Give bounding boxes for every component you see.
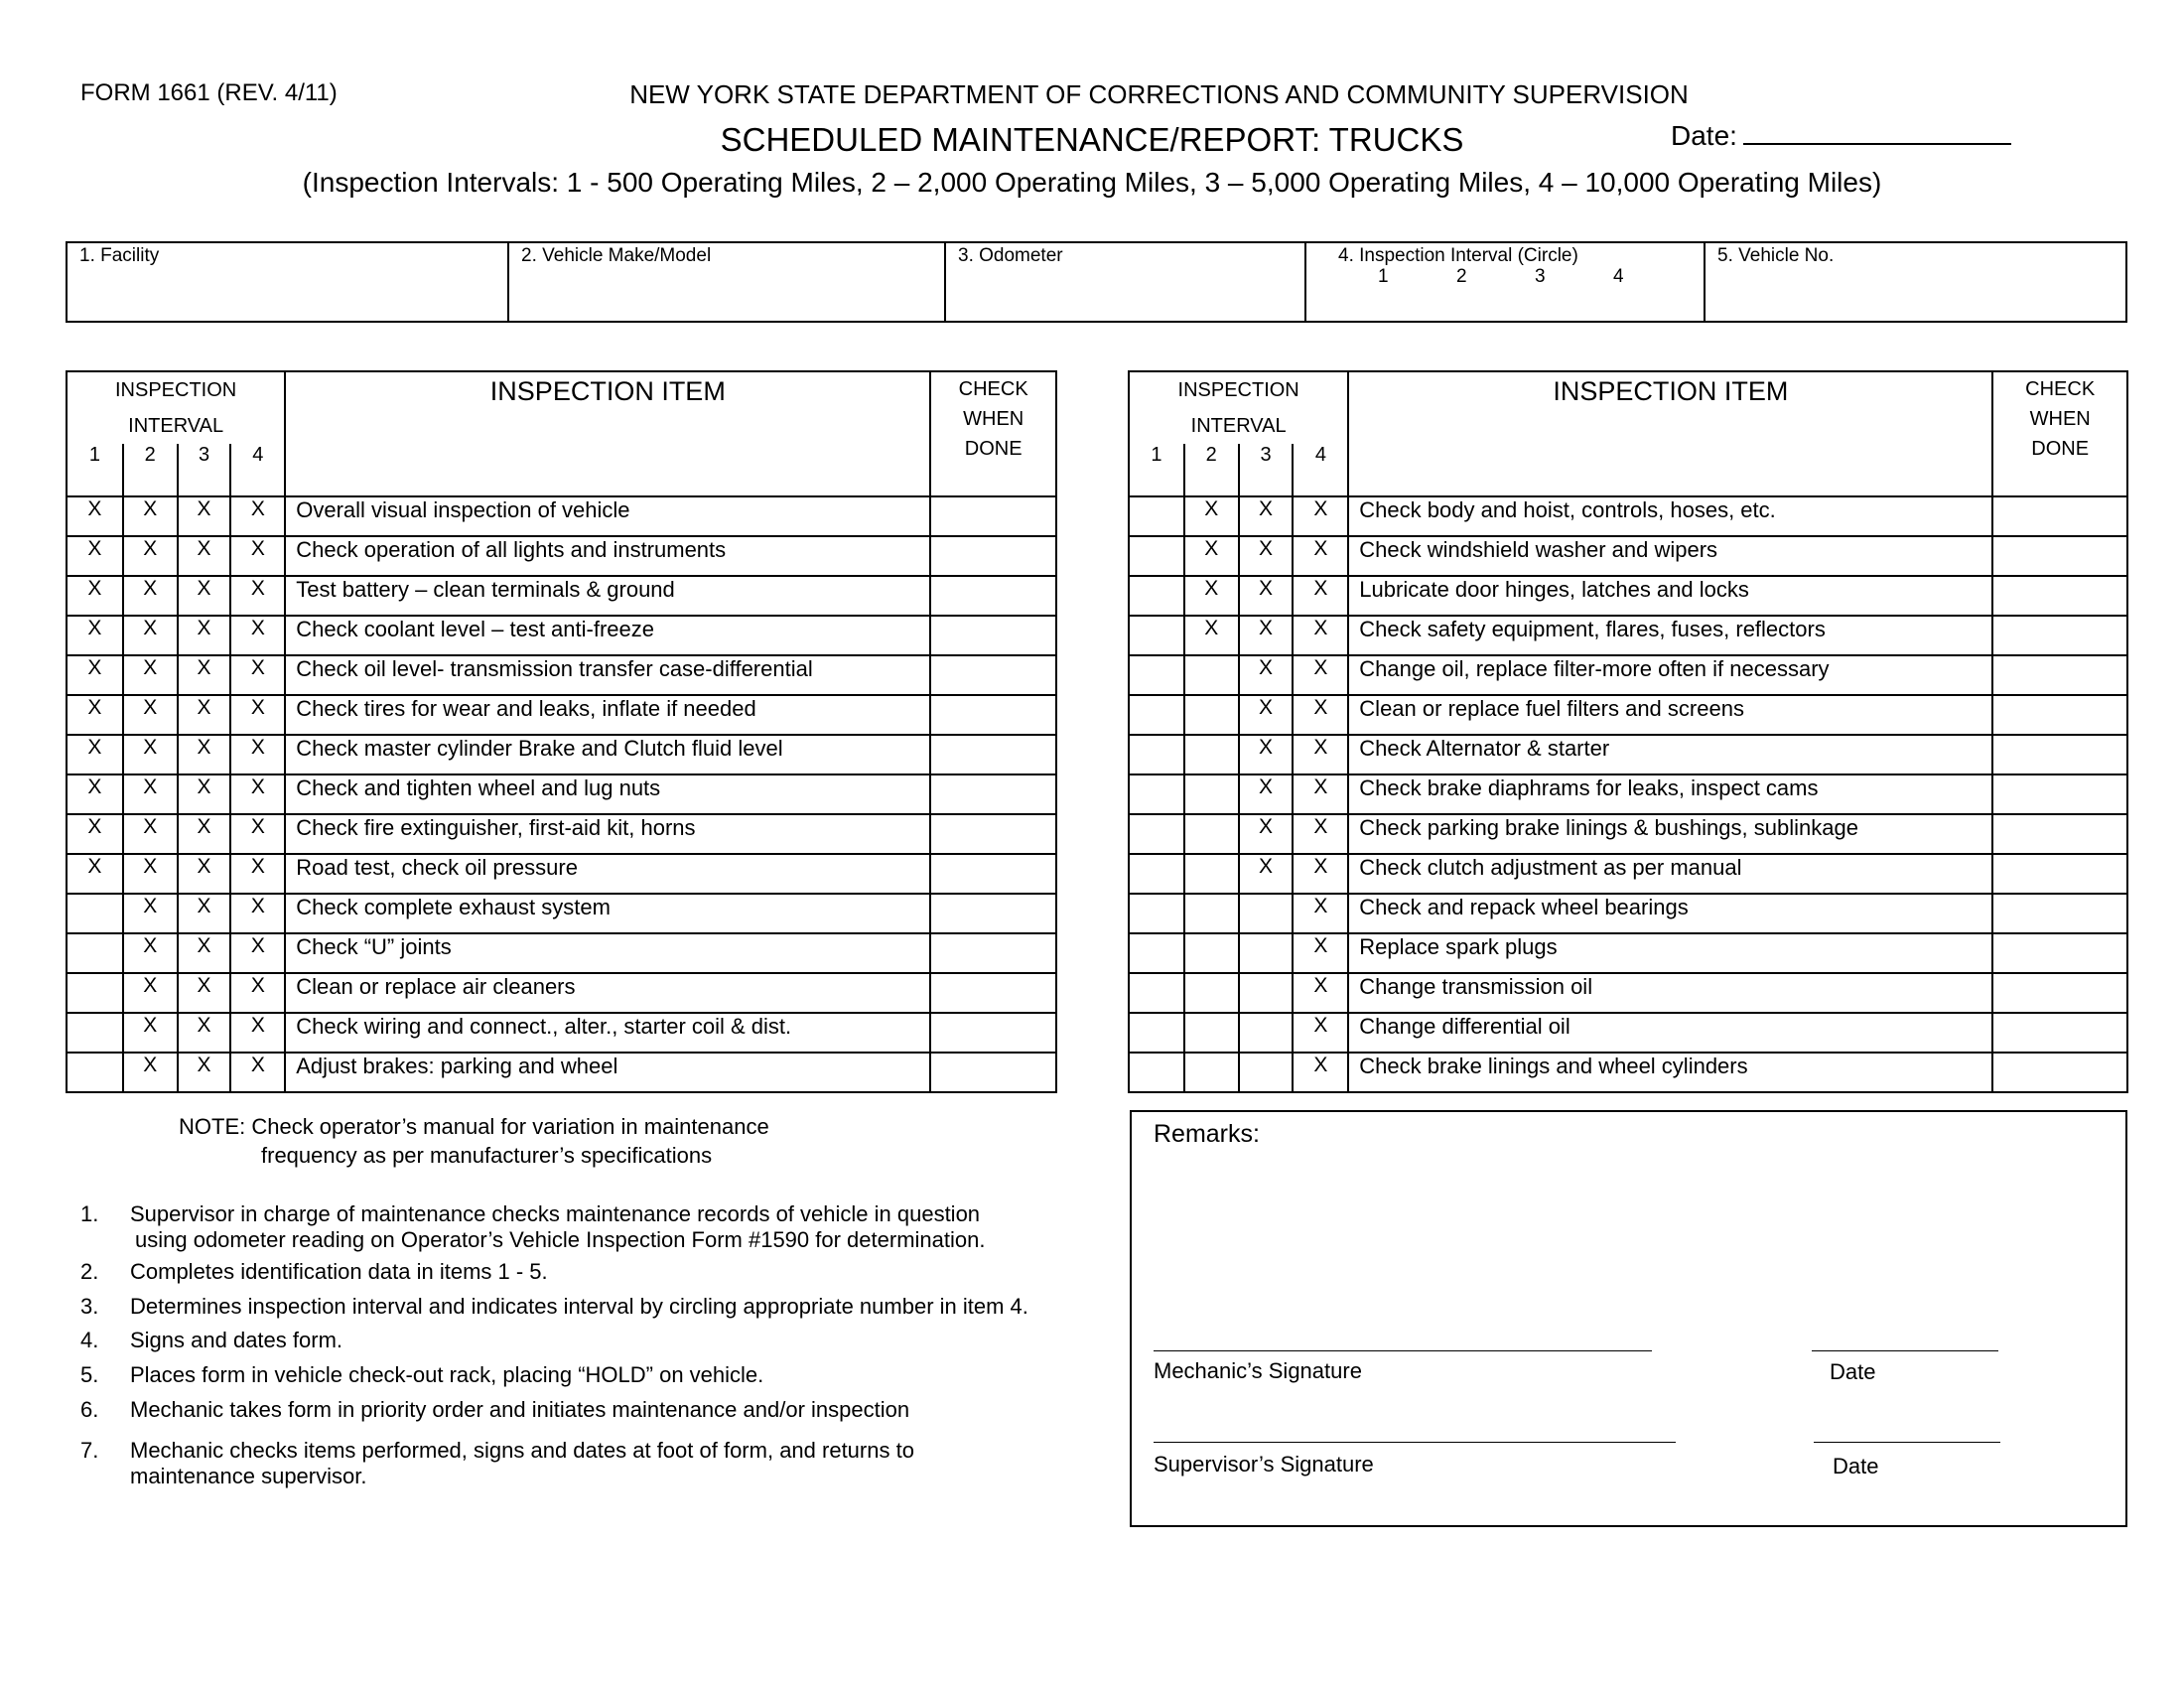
interval-mark-3: X: [1239, 814, 1294, 854]
table-row: [67, 814, 1056, 854]
page-title: SCHEDULED MAINTENANCE/REPORT: TRUCKS: [720, 121, 1464, 158]
check-when-done-cell[interactable]: [930, 814, 1056, 854]
inspection-item: Clean or replace air cleaners: [285, 973, 930, 1013]
check-when-done-cell[interactable]: [930, 536, 1056, 576]
instruction-step: 2. Completes identification data in items 1 - 5.: [80, 1259, 548, 1284]
interval-mark-4: X: [1293, 655, 1348, 695]
interval-header: INSPECTION INTERVAL: [1129, 371, 1348, 444]
inspection-item: Clean or replace fuel filters and screens: [1348, 695, 1992, 735]
supervisor-signature-label: Supervisor’s Signature: [1154, 1452, 1374, 1477]
interval-mark-1: [1129, 536, 1184, 576]
interval-option-2[interactable]: 2: [1456, 266, 1467, 287]
inspection-item: Check “U” joints: [285, 933, 930, 973]
inspection-item: Check body and hoist, controls, hoses, etc.: [1348, 496, 1992, 536]
mechanic-signature-label: Mechanic’s Signature: [1154, 1358, 1362, 1383]
table-row: [67, 933, 1056, 973]
check-when-done-cell[interactable]: [1992, 933, 2127, 973]
table-row: [1129, 695, 2127, 735]
interval-mark-2: X: [123, 1053, 178, 1092]
interval-number-2: 2: [1184, 444, 1239, 496]
interval-mark-2: [1184, 933, 1239, 973]
inspection-item: Change oil, replace filter-more often if necessary: [1348, 655, 1992, 695]
interval-mark-2: X: [123, 933, 178, 973]
table-row: [67, 854, 1056, 894]
interval-mark-2: [1184, 854, 1239, 894]
check-when-done-cell[interactable]: [1992, 735, 2127, 774]
interval-mark-1: X: [67, 496, 123, 536]
inspection-item: Check brake linings and wheel cylinders: [1348, 1053, 1992, 1092]
interval-mark-1: X: [67, 616, 123, 655]
check-when-done-cell[interactable]: [1992, 616, 2127, 655]
interval-mark-1: X: [67, 735, 123, 774]
check-when-done-cell[interactable]: [930, 933, 1056, 973]
interval-mark-2: X: [123, 576, 178, 616]
inspection-item: Check tires for wear and leaks, inflate if needed: [285, 695, 930, 735]
interval-mark-3: X: [1239, 496, 1294, 536]
interval-mark-1: X: [67, 814, 123, 854]
inspection-item: Check complete exhaust system: [285, 894, 930, 933]
check-when-done-cell[interactable]: [1992, 973, 2127, 1013]
inspection-item: Check and tighten wheel and lug nuts: [285, 774, 930, 814]
inspection-item: Check operation of all lights and instruments: [285, 536, 930, 576]
interval-mark-4: X: [1293, 774, 1348, 814]
interval-mark-4: X: [1293, 933, 1348, 973]
maintenance-note: [179, 1112, 769, 1170]
vehicle-make-model-field[interactable]: [509, 243, 946, 321]
interval-mark-4: X: [230, 1013, 285, 1053]
vehicle-number-label: 5. Vehicle No.: [1717, 245, 1835, 266]
instruction-step: 3. Determines inspection interval and indicates interval by circling appropriate number in item 4.: [80, 1294, 1028, 1319]
date-line: [1743, 119, 2011, 145]
interval-mark-1: [1129, 655, 1184, 695]
facility-label: 1. Facility: [79, 245, 160, 266]
table-row: [67, 735, 1056, 774]
check-when-done-cell[interactable]: [1992, 894, 2127, 933]
interval-mark-4: X: [230, 735, 285, 774]
check-when-done-cell[interactable]: [1992, 814, 2127, 854]
interval-mark-4: X: [1293, 854, 1348, 894]
check-when-done-cell[interactable]: [1992, 496, 2127, 536]
table-row: [1129, 933, 2127, 973]
facility-field[interactable]: [68, 243, 509, 321]
check-when-done-cell[interactable]: [930, 1053, 1056, 1092]
interval-mark-3: X: [1239, 576, 1294, 616]
inspection-item: Check windshield washer and wipers: [1348, 536, 1992, 576]
check-when-done-cell[interactable]: [930, 735, 1056, 774]
inspection-item: Check parking brake linings & bushings, sublinkage: [1348, 814, 1992, 854]
inspection-item: Change differential oil: [1348, 1013, 1992, 1053]
check-when-done-cell[interactable]: [930, 695, 1056, 735]
interval-mark-4: X: [1293, 695, 1348, 735]
inspection-item: Check Alternator & starter: [1348, 735, 1992, 774]
interval-option-1[interactable]: 1: [1378, 266, 1389, 287]
interval-mark-1: [67, 894, 123, 933]
inspection-item: Check oil level- transmission transfer case-differential: [285, 655, 930, 695]
interval-mark-2: [1184, 655, 1239, 695]
vehicle-make-model-label: 2. Vehicle Make/Model: [521, 245, 712, 266]
interval-mark-1: [1129, 933, 1184, 973]
odometer-label: 3. Odometer: [958, 245, 1063, 266]
inspection-item-header: INSPECTION ITEM: [285, 371, 930, 496]
interval-number-3: 3: [1239, 444, 1294, 496]
check-when-done-cell[interactable]: [930, 576, 1056, 616]
interval-mark-4: X: [1293, 894, 1348, 933]
interval-mark-3: X: [178, 1013, 231, 1053]
interval-mark-2: X: [123, 1013, 178, 1053]
interval-number-1: 1: [67, 444, 123, 496]
interval-mark-4: X: [230, 933, 285, 973]
interval-mark-3: [1239, 933, 1294, 973]
interval-mark-2: [1184, 774, 1239, 814]
interval-mark-2: [1184, 894, 1239, 933]
table-row: [67, 774, 1056, 814]
interval-mark-4: X: [230, 814, 285, 854]
interval-mark-1: [1129, 973, 1184, 1013]
interval-mark-3: [1239, 1013, 1294, 1053]
interval-mark-3: [1239, 1053, 1294, 1092]
table-row: [67, 576, 1056, 616]
supervisor-date-label: Date: [1833, 1454, 1879, 1478]
interval-mark-1: [1129, 1053, 1184, 1092]
table-row: [1129, 496, 2127, 536]
interval-mark-2: [1184, 1053, 1239, 1092]
table-row: [1129, 1053, 2127, 1092]
inspection-item: Adjust brakes: parking and wheel: [285, 1053, 930, 1092]
check-when-done-header: CHECK WHEN DONE: [930, 371, 1056, 496]
interval-mark-2: X: [123, 655, 178, 695]
interval-mark-4: X: [230, 854, 285, 894]
inspection-item: Check coolant level – test anti-freeze: [285, 616, 930, 655]
department-name: NEW YORK STATE DEPARTMENT OF CORRECTIONS AND COMMUNITY SUPERVISION: [629, 79, 1689, 109]
check-when-done-cell[interactable]: [930, 655, 1056, 695]
interval-number-4: 4: [230, 444, 285, 496]
check-when-done-cell[interactable]: [1992, 1013, 2127, 1053]
interval-mark-3: X: [178, 1053, 231, 1092]
check-when-done-cell[interactable]: [1992, 655, 2127, 695]
interval-mark-1: [1129, 1013, 1184, 1053]
inspection-item-header: INSPECTION ITEM: [1348, 371, 1992, 496]
interval-mark-4: X: [230, 576, 285, 616]
inspection-item: Lubricate door hinges, latches and locks: [1348, 576, 1992, 616]
interval-mark-2: [1184, 1013, 1239, 1053]
interval-mark-2: X: [123, 695, 178, 735]
table-row: [1129, 774, 2127, 814]
inspection-item: Check safety equipment, flares, fuses, reflectors: [1348, 616, 1992, 655]
interval-options: [1338, 266, 1692, 288]
interval-mark-3: X: [178, 496, 231, 536]
supervisor-date-line[interactable]: [1814, 1442, 2000, 1443]
interval-mark-3: X: [178, 616, 231, 655]
table-row: [67, 1013, 1056, 1053]
interval-mark-4: X: [230, 894, 285, 933]
table-row: [1129, 854, 2127, 894]
interval-mark-4: X: [1293, 536, 1348, 576]
interval-mark-2: [1184, 814, 1239, 854]
interval-mark-3: X: [1239, 774, 1294, 814]
interval-mark-2: X: [1184, 496, 1239, 536]
interval-mark-1: [67, 973, 123, 1013]
interval-mark-4: X: [1293, 735, 1348, 774]
inspection-interval-label: 4. Inspection Interval (Circle): [1338, 245, 1578, 266]
interval-mark-3: X: [178, 576, 231, 616]
interval-mark-1: [67, 933, 123, 973]
interval-mark-1: X: [67, 854, 123, 894]
interval-mark-1: [1129, 616, 1184, 655]
interval-mark-1: [67, 1053, 123, 1092]
interval-mark-4: X: [1293, 576, 1348, 616]
inspection-item: Check clutch adjustment as per manual: [1348, 854, 1992, 894]
instruction-step: 7. Mechanic checks items performed, signs and dates at foot of form, and returns to maintenance supervisor.: [80, 1438, 914, 1488]
check-when-done-cell[interactable]: [930, 894, 1056, 933]
interval-mark-3: X: [178, 933, 231, 973]
table-row: [1129, 536, 2127, 576]
table-row: [1129, 616, 2127, 655]
interval-mark-3: X: [1239, 735, 1294, 774]
check-when-done-header: CHECK WHEN DONE: [1992, 371, 2127, 496]
interval-mark-2: X: [123, 894, 178, 933]
check-when-done-cell[interactable]: [930, 854, 1056, 894]
table-row: [1129, 973, 2127, 1013]
instruction-step: 6. Mechanic takes form in priority order and initiates maintenance and/or inspection: [80, 1397, 910, 1422]
vehicle-number-field[interactable]: [1706, 243, 2125, 321]
interval-mark-3: [1239, 973, 1294, 1013]
interval-mark-2: X: [1184, 536, 1239, 576]
table-row: [67, 1053, 1056, 1092]
date-label: Date:: [1671, 120, 1737, 151]
interval-mark-2: [1184, 695, 1239, 735]
interval-mark-3: X: [1239, 536, 1294, 576]
interval-mark-3: X: [178, 695, 231, 735]
inspection-item: Check wiring and connect., alter., starter coil & dist.: [285, 1013, 930, 1053]
interval-mark-2: X: [123, 536, 178, 576]
interval-mark-4: X: [1293, 1053, 1348, 1092]
table-row: [1129, 1013, 2127, 1053]
interval-mark-3: X: [178, 854, 231, 894]
interval-mark-2: X: [123, 616, 178, 655]
table-row: [1129, 576, 2127, 616]
table-row: [67, 616, 1056, 655]
interval-mark-1: [1129, 894, 1184, 933]
table-row: [1129, 735, 2127, 774]
interval-mark-1: [1129, 774, 1184, 814]
instruction-step: 4. Signs and dates form.: [80, 1328, 343, 1352]
interval-mark-3: X: [178, 894, 231, 933]
check-when-done-cell[interactable]: [1992, 536, 2127, 576]
inspection-item: Change transmission oil: [1348, 973, 1992, 1013]
interval-mark-4: X: [230, 655, 285, 695]
check-when-done-cell[interactable]: [930, 774, 1056, 814]
interval-mark-4: X: [230, 536, 285, 576]
odometer-field[interactable]: [946, 243, 1306, 321]
interval-mark-2: X: [123, 496, 178, 536]
date-field[interactable]: [1671, 119, 2011, 152]
interval-number-4: 4: [1293, 444, 1348, 496]
interval-mark-3: X: [1239, 854, 1294, 894]
interval-mark-1: [1129, 854, 1184, 894]
interval-mark-3: X: [178, 774, 231, 814]
interval-mark-4: X: [1293, 616, 1348, 655]
interval-mark-1: X: [67, 695, 123, 735]
right-inspection-table: [1128, 370, 2128, 1093]
form-number: FORM 1661 (REV. 4/11): [80, 79, 338, 106]
inspection-item: Replace spark plugs: [1348, 933, 1992, 973]
instruction-step: 5. Places form in vehicle check-out rack, placing “HOLD” on vehicle.: [80, 1362, 764, 1387]
interval-mark-2: X: [123, 814, 178, 854]
identification-box: [66, 241, 2127, 323]
inspection-item: Test battery – clean terminals & ground: [285, 576, 930, 616]
check-when-done-cell[interactable]: [1992, 576, 2127, 616]
inspection-item: Check master cylinder Brake and Clutch fluid level: [285, 735, 930, 774]
check-when-done-cell[interactable]: [1992, 854, 2127, 894]
interval-mark-4: X: [230, 496, 285, 536]
interval-number-2: 2: [123, 444, 178, 496]
check-when-done-cell[interactable]: [930, 496, 1056, 536]
remarks-label: Remarks:: [1154, 1120, 1260, 1148]
table-row: [1129, 894, 2127, 933]
table-row: [67, 695, 1056, 735]
left-inspection-table: [66, 370, 1057, 1093]
interval-number-1: 1: [1129, 444, 1184, 496]
table-row: [1129, 814, 2127, 854]
table-row: [1129, 655, 2127, 695]
interval-mark-4: X: [230, 774, 285, 814]
inspection-interval-field[interactable]: [1306, 243, 1706, 321]
table-row: [67, 894, 1056, 933]
check-when-done-cell[interactable]: [930, 973, 1056, 1013]
interval-mark-1: X: [67, 655, 123, 695]
interval-mark-4: X: [230, 1053, 285, 1092]
interval-mark-1: [1129, 576, 1184, 616]
inspection-item: Check fire extinguisher, first-aid kit, horns: [285, 814, 930, 854]
inspection-item: Road test, check oil pressure: [285, 854, 930, 894]
interval-mark-3: X: [1239, 655, 1294, 695]
interval-mark-4: X: [1293, 496, 1348, 536]
remarks-box[interactable]: [1130, 1110, 2127, 1527]
interval-mark-4: X: [230, 973, 285, 1013]
check-when-done-cell[interactable]: [930, 1013, 1056, 1053]
check-when-done-cell[interactable]: [1992, 695, 2127, 735]
interval-mark-3: X: [178, 814, 231, 854]
table-row: [67, 655, 1056, 695]
interval-mark-2: X: [1184, 576, 1239, 616]
interval-mark-1: [1129, 695, 1184, 735]
table-row: [67, 536, 1056, 576]
interval-mark-2: X: [123, 774, 178, 814]
interval-mark-4: X: [1293, 973, 1348, 1013]
interval-mark-2: X: [123, 854, 178, 894]
interval-mark-4: X: [1293, 814, 1348, 854]
inspection-item: Check brake diaphrams for leaks, inspect cams: [1348, 774, 1992, 814]
inspection-item: Overall visual inspection of vehicle: [285, 496, 930, 536]
interval-header: INSPECTION INTERVAL: [67, 371, 285, 444]
interval-mark-1: [1129, 814, 1184, 854]
interval-mark-1: X: [67, 536, 123, 576]
check-when-done-cell[interactable]: [1992, 1053, 2127, 1092]
interval-mark-3: X: [1239, 616, 1294, 655]
instruction-step: 1. Supervisor in charge of maintenance checks maintenance records of vehicle in question using odometer reading on Operator’s Vehicle Inspection Form #1590 for determination.: [80, 1201, 986, 1252]
interval-number-3: 3: [178, 444, 231, 496]
interval-option-3[interactable]: 3: [1535, 266, 1546, 287]
interval-mark-3: X: [178, 735, 231, 774]
check-when-done-cell[interactable]: [930, 616, 1056, 655]
table-row: [67, 496, 1056, 536]
table-row: [67, 973, 1056, 1013]
inspection-item: Check and repack wheel bearings: [1348, 894, 1992, 933]
interval-mark-1: [1129, 496, 1184, 536]
interval-mark-3: X: [178, 655, 231, 695]
interval-mark-1: [67, 1013, 123, 1053]
note-line-2: frequency as per manufacturer’s specifications: [261, 1143, 713, 1168]
interval-mark-2: [1184, 973, 1239, 1013]
interval-mark-2: X: [123, 735, 178, 774]
interval-mark-4: X: [230, 695, 285, 735]
interval-mark-2: X: [1184, 616, 1239, 655]
interval-mark-2: X: [123, 973, 178, 1013]
interval-mark-3: X: [1239, 695, 1294, 735]
interval-mark-4: X: [230, 616, 285, 655]
supervisor-signature-line[interactable]: [1154, 1442, 1676, 1443]
check-when-done-cell[interactable]: [1992, 774, 2127, 814]
interval-mark-1: X: [67, 774, 123, 814]
mechanic-date-line[interactable]: [1812, 1350, 1998, 1351]
mechanic-date-label: Date: [1830, 1359, 1876, 1384]
interval-mark-3: [1239, 894, 1294, 933]
interval-mark-3: X: [178, 973, 231, 1013]
interval-mark-1: [1129, 735, 1184, 774]
mechanic-signature-line[interactable]: [1154, 1350, 1652, 1351]
interval-mark-4: X: [1293, 1013, 1348, 1053]
intervals-legend: (Inspection Intervals: 1 - 500 Operating Miles, 2 – 2,000 Operating Miles, 3 – 5,000 Operating Miles, 4 – 10,000 Operating Miles): [302, 167, 1882, 198]
interval-mark-3: X: [178, 536, 231, 576]
interval-mark-2: [1184, 735, 1239, 774]
interval-option-4[interactable]: 4: [1613, 266, 1624, 287]
note-line-1: NOTE: Check operator’s manual for variation in maintenance: [179, 1114, 769, 1139]
interval-mark-1: X: [67, 576, 123, 616]
